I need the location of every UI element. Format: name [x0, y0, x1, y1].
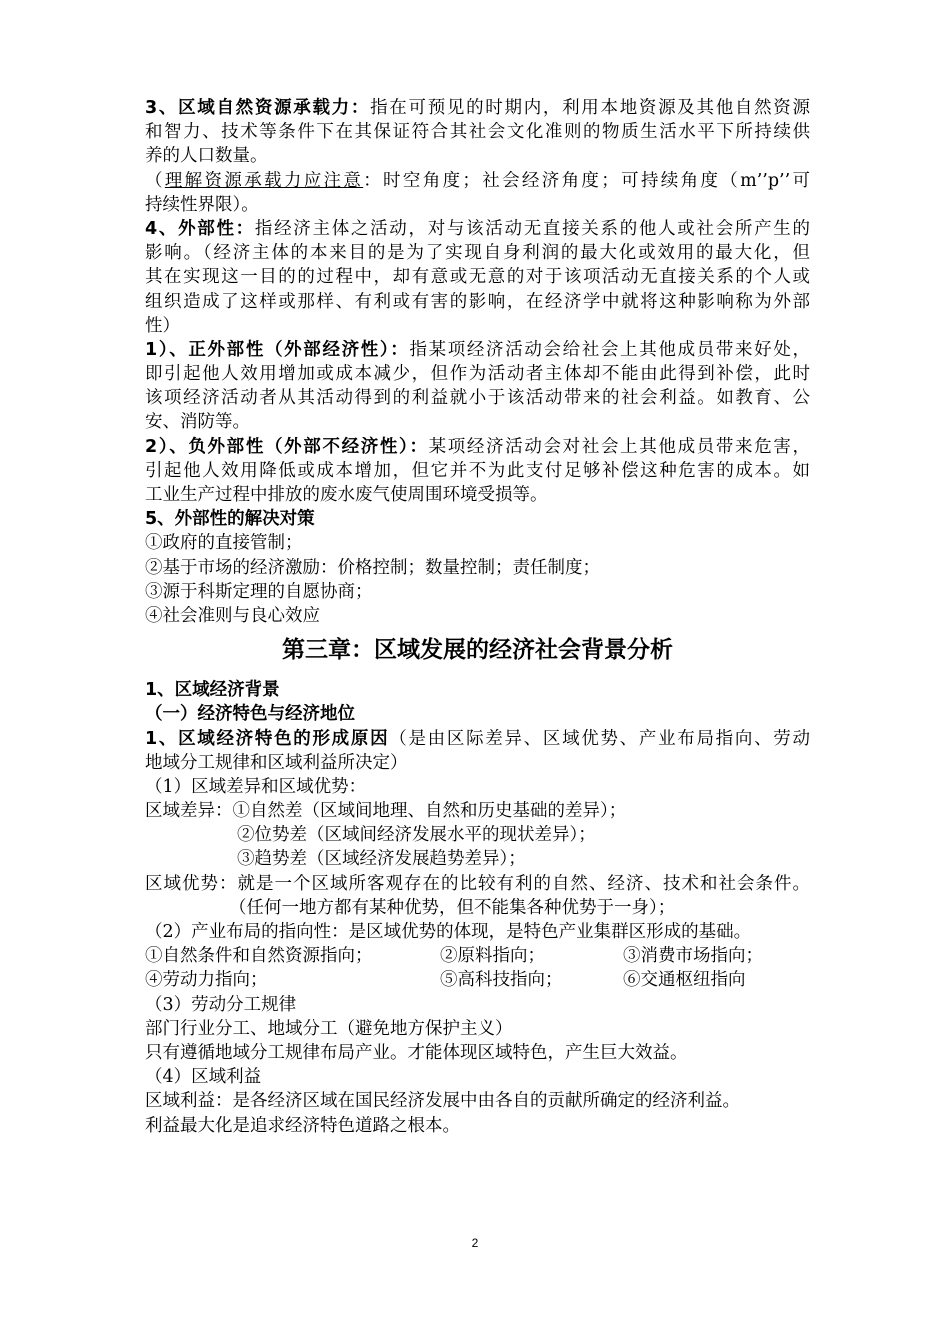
s5-item: ①政府的直接管制； — [145, 533, 303, 554]
s3-line-1: 3、区域自然资源承载力：指在可预见的时期内，利用本地资源及其他自然资源 — [145, 98, 811, 118]
adv-line-1: 区域优势：就是一个区域所客观存在的比较有利的自然、经济、技术和社会条件。 — [145, 873, 810, 894]
s42-line-2: 引起他人效用降低或成本增加，但它并不为此支付足够补偿这种危害的成本。如 — [145, 460, 810, 481]
s41-line-1: 1）、正外部性（外部经济性）：指某项经济活动会给社会上其他成员带来好处， — [145, 339, 810, 360]
s42-line-3: 工业生产过程中排放的废水废气使周围环境受损等。 — [145, 485, 548, 505]
direction-item: ⑥交通枢纽指向 — [623, 970, 746, 991]
s4-line-3: 其在实现这一目的的过程中，却有意或无意的对于该项活动无直接关系的个人或 — [145, 267, 810, 288]
s3-note: （理解资源承载力应注意：时空角度；社会经济角度；可持续角度（m’’p’’可 — [145, 170, 811, 191]
labor-line-2: 只有遵循地域分工规律布局产业。才能体现区域特色，产生巨大效益。 — [145, 1042, 688, 1063]
chapter-title: 第三章：区域发展的经济社会背景分析 — [282, 637, 673, 664]
adv-line-2: （任何一地方都有某种优势，但不能集各种优势于一身）； — [229, 897, 676, 918]
subheading-2: （2）产业布局的指向性：是区域优势的体现，是特色产业集群区形成的基础。 — [145, 922, 752, 942]
s5-item: ③源于科斯定理的自愿协商； — [145, 581, 373, 602]
s41-line-2: 即引起他人效用增加或成本减少，但作为活动者主体却不能由此得到补偿，此时 — [145, 364, 810, 385]
s5-heading: 5、外部性的解决对策 — [145, 509, 315, 530]
benefit-line-1: 区域利益：是各经济区域在国民经济发展中由各自的贡献所确定的经济利益。 — [145, 1091, 740, 1112]
subheading-4: （4）区域利益 — [145, 1067, 262, 1088]
direction-row-1 — [145, 944, 810, 968]
direction-item: ⑤高科技指向； — [440, 970, 563, 991]
subheading-1: （1）区域差异和区域优势： — [145, 776, 367, 797]
s41-line-3: 该项经济活动者从其活动得到的利益就小于该活动带来的社会利益。如教育、公 — [145, 388, 810, 409]
s5-item: ④社会准则与良心效应 — [145, 605, 320, 626]
benefit-line-2: 利益最大化是追求经济特色道路之根本。 — [145, 1115, 460, 1136]
s42-heading: 2）、负外部性（外部不经济性）： — [145, 436, 429, 457]
s42-line-1: 2）、负外部性（外部不经济性）：某项经济活动会对社会上其他成员带来危害， — [145, 436, 810, 457]
diff-line-1: 区域差异：①自然差（区域间地理、自然和历史基础的差异）； — [145, 801, 627, 822]
document-page — [145, 96, 810, 1138]
diff-label: 区域差异： — [145, 801, 233, 822]
direction-item: ②原料指向； — [440, 946, 545, 967]
s41-heading: 1）、正外部性（外部经济性）： — [145, 339, 410, 360]
diff-line-2: ②位势差（区域间经济发展水平的现状差异）； — [237, 825, 596, 846]
diff-line-3: ③趋势差（区域经济发展趋势差异）； — [237, 849, 526, 870]
direction-item: ③消费市场指向； — [623, 946, 763, 967]
s4-line-4: 组织造成了这样或那样、有利或有害的影响，在经济学中就将这种影响称为外部 — [145, 291, 810, 312]
s3-heading: 3、区域自然资源承载力： — [145, 98, 371, 118]
direction-row-2 — [145, 968, 810, 992]
subheading-3: （3）劳动分工规律 — [145, 994, 297, 1015]
s3-line-3: 养的人口数量。 — [145, 146, 268, 167]
p1-line-2: 地域分工规律和区域利益所决定） — [145, 752, 408, 773]
s4-line-2: 影响。（经济主体的本来目的是为了实现自身利润的最大化或效用的最大化，但 — [145, 243, 810, 264]
s4-line-1: 4、外部性：指经济主体之活动，对与该活动无直接关系的他人或社会所产生的 — [145, 218, 810, 239]
s3-line-2: 和智力、技术等条件下在其保证符合其社会文化准则的物质生活水平下所持续供 — [145, 122, 810, 143]
s3-note-line-2: 持续性界限）。 — [145, 194, 259, 215]
s4-line-5: 性） — [145, 315, 180, 336]
s5-item: ②基于市场的经济激励：价格控制；数量控制；责任制度； — [145, 557, 600, 578]
s41-line-4: 安、消防等。 — [145, 412, 250, 433]
p1-line-1: 1、区域经济特色的形成原因（是由区际差异、区域优势、产业布局指向、劳动 — [145, 728, 810, 749]
subsection-heading: （一）经济特色与经济地位 — [145, 704, 355, 725]
p1-heading: 1、区域经济特色的形成原因 — [145, 728, 390, 749]
direction-item: ①自然条件和自然资源指向； — [145, 946, 373, 967]
page-number: 2 — [471, 1236, 479, 1250]
s3-note-underlined: 理解资源承载力应注意 — [164, 170, 364, 191]
labor-line-1: 部门行业分工、地域分工（避免地方保护主义） — [145, 1018, 513, 1039]
s4-heading: 4、外部性： — [145, 218, 255, 239]
section-heading: 1、区域经济背景 — [145, 680, 280, 701]
direction-item: ④劳动力指向； — [145, 970, 268, 991]
